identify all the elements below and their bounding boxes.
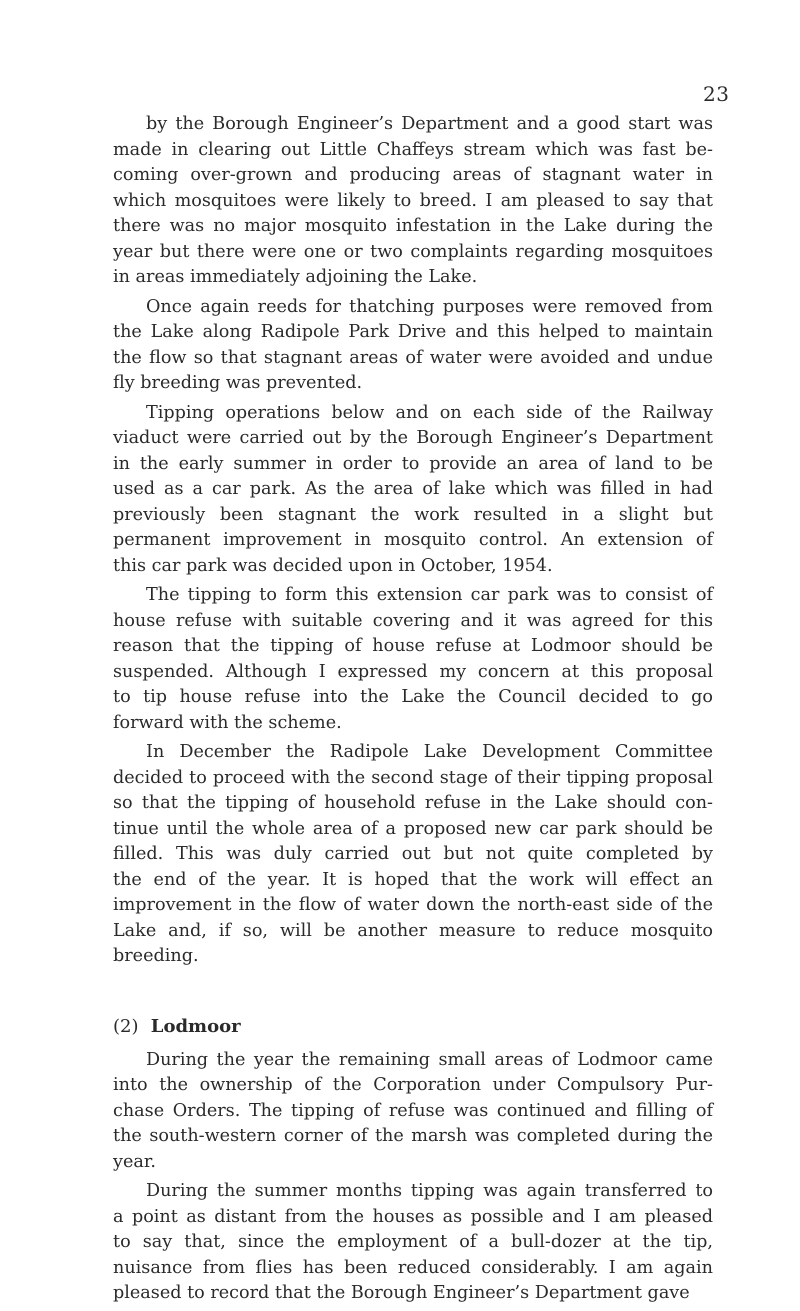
text-line: the flow so that stagnant areas of water were avoided and undue — [113, 347, 713, 368]
text-line: chase Orders. The tipping of refuse was continued and filling of — [113, 1100, 713, 1121]
text-line: decided to proceed with the second stage of their tipping proposal — [113, 767, 713, 788]
text-line: During the year the remaining small areas of Lodmoor came — [146, 1049, 713, 1070]
text-line: suspended. Although I expressed my concern at this proposal — [113, 661, 713, 682]
section-number: (2) — [113, 1015, 139, 1037]
text-line: viaduct were carried out by the Borough Engineer’s Department — [113, 428, 713, 448]
paragraphs-after-section — [113, 1048, 713, 1307]
text-line: permanent improvement in mosquito control. An extension of — [113, 530, 713, 550]
text-line: to tip house refuse into the Lake the Council decided to go — [113, 687, 713, 707]
text-line: which mosquitoes were likely to breed. I am pleased to say that — [113, 190, 713, 211]
text-line: by the Borough Engineer’s Department and a good start was — [146, 114, 713, 134]
text-line: this car park was decided upon in October, 1954. — [113, 555, 553, 576]
paragraph — [113, 295, 713, 397]
text-line: there was no major mosquito infestation in the Lake during the — [113, 216, 713, 236]
text-line: to say that, since the employment of a bull-dozer at the tip, — [113, 1232, 713, 1252]
text-line: filled. This was duly carried out but not quite completed by — [113, 844, 713, 864]
text-line: breeding. — [113, 946, 199, 966]
text-line: The tipping to form this extension car park was to consist of — [146, 585, 713, 605]
paragraph — [113, 401, 713, 580]
text-line: forward with the scheme. — [113, 712, 342, 733]
text-line: previously been stagnant the work resulted in a slight but — [113, 504, 713, 525]
text-line: Lake and, if so, will be another measure to reduce mosquito — [113, 920, 713, 941]
text-line: Once again reeds for thatching purposes were removed from — [146, 296, 713, 317]
text-line: In December the Radipole Lake Development Committee — [146, 742, 713, 762]
section-title: Lodmoor — [150, 1015, 241, 1037]
text-line: Tipping operations below and on each side of the Railway — [146, 402, 713, 423]
text-line: improvement in the flow of water down the north-east side of the — [113, 895, 713, 915]
text-line: year. — [113, 1151, 156, 1172]
text-line: in the early summer in order to provide an area of land to be — [113, 453, 713, 474]
paragraph — [113, 1048, 713, 1176]
text-line: nuisance from flies has been reduced considerably. I am again — [113, 1257, 713, 1278]
text-line: used as a car park. As the area of lake which was filled in had — [113, 479, 713, 499]
text-line: During the summer months tipping was again transferred to — [146, 1181, 713, 1201]
text-line: made in clearing out Little Chaffeys stream which was fast be- — [113, 139, 713, 160]
text-line: in areas immediately adjoining the Lake. — [113, 267, 478, 287]
page-body — [113, 112, 713, 1311]
text-line: house refuse with suitable covering and it was agreed for this — [113, 610, 713, 631]
page-number: 23 — [703, 82, 730, 106]
text-line: pleased to record that the Borough Engineer’s Department gave — [113, 1283, 690, 1303]
text-line: the end of the year. It is hoped that the work will effect an — [113, 869, 713, 890]
paragraph — [113, 740, 713, 970]
text-line: the Lake along Radipole Park Drive and this helped to maintain — [113, 322, 713, 342]
text-line: coming over-grown and producing areas of stagnant water in — [113, 165, 713, 185]
text-line: tinue until the whole area of a proposed new car park should be — [113, 818, 713, 839]
text-line: reason that the tipping of house refuse at Lodmoor should be — [113, 636, 713, 656]
text-line: into the ownership of the Corporation under Compulsory Pur- — [113, 1075, 713, 1095]
section-heading — [113, 1014, 713, 1040]
text-line: so that the tipping of household refuse in the Lake should con- — [113, 793, 713, 813]
paragraphs-before-section — [113, 112, 713, 970]
paragraph — [113, 1179, 713, 1307]
text-line: a point as distant from the houses as possible and I am pleased — [113, 1206, 713, 1227]
paragraph — [113, 112, 713, 291]
text-line: fly breeding was prevented. — [113, 373, 363, 393]
text-line: the south-western corner of the marsh was completed during the — [113, 1126, 713, 1146]
paragraph — [113, 583, 713, 736]
text-line: year but there were one or two complaints regarding mosquitoes — [113, 241, 713, 262]
